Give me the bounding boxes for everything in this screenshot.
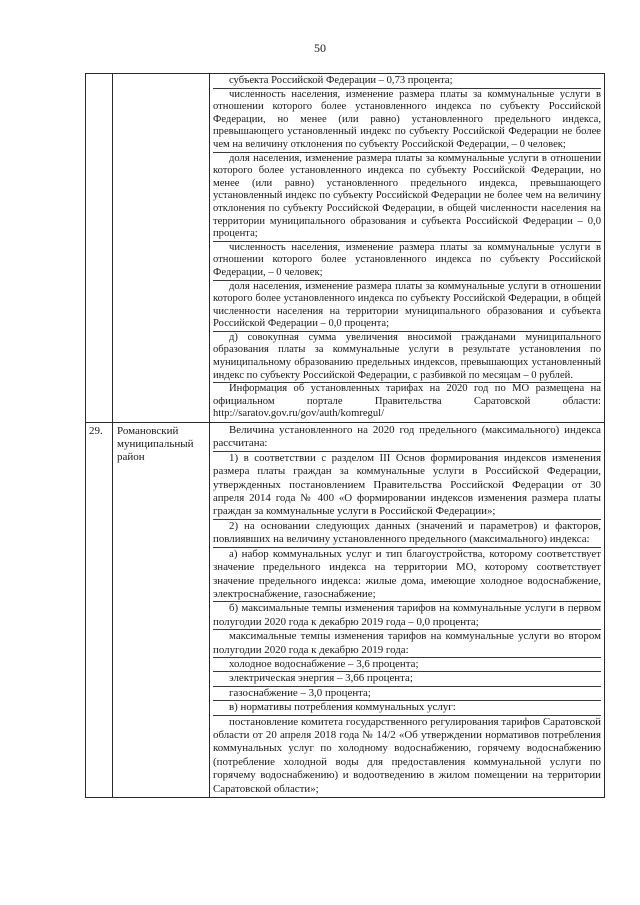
text-paragraph: газоснабжение – 3,0 процента;: [213, 687, 601, 701]
row-text-cell: [210, 423, 605, 798]
text-paragraph: а) набор коммунальных услуг и тип благоустройства, которому соответствует значение предельного индекса на территории МО, которому соответствует значение предельного индекса: жилые дома, имеющие холодное водоснабжение, электроснабжение, газоснабжение;: [213, 548, 601, 603]
table-row: [86, 423, 605, 798]
row-number: 29.: [89, 425, 103, 438]
tariff-table: [85, 73, 605, 798]
text-paragraph: 1) в соответствии с разделом III Основ формирования индексов изменения размера платы граждан за коммунальные услуги в Российской Федерации, утвержденных постановлением Правительства Российской Федерации от 30 апреля 2014 года № 400 «О формировании индексов изменения размера платы граждан за коммунальные услуги в Российской Федерации»;: [213, 452, 601, 520]
text-paragraph: 2) на основании следующих данных (значений и параметров) и факторов, повлиявших на величину установленного предельного (максимального) индекса:: [213, 520, 601, 548]
municipality-name: Романовский муниципальный район: [117, 425, 194, 464]
page-number: 50: [314, 41, 326, 55]
text-paragraph: доля населения, изменение размера платы за коммунальные услуги в отношении которого более установленного индекса по субъекту Российской Федерации, в общей численности населения на территории муниципального образования и субъекта Российской Федерации – 0,0 процента;: [213, 281, 601, 332]
row-text-cell: [210, 74, 605, 423]
text-paragraph: электрическая энергия – 3,66 процента;: [213, 672, 601, 686]
text-paragraph: постановление комитета государственного регулирования тарифов Саратовской области от 20 апреля 2018 года № 14/2 «Об утверждении нормативов потребления коммунальных услуг по холодному водоснабжению, горячему водоснабжению (потребление холодной воды для предоставления коммунальной услуги по горячему водоснабжению) и водоотведению в жилом помещении на территории Саратовской области»;: [213, 715, 601, 795]
row-number-cell: [86, 74, 113, 423]
row-name-cell: [113, 74, 210, 423]
text-paragraph: доля населения, изменение размера платы за коммунальные услуги в отношении которого более установленного индекса по субъекту Российской Федерации, но менее (или равно) установленного предельного индекса, превышающего установленный индекс по субъекту Российской Федерации не более чем на величину отклонения по субъекту Российской Федерации, в общей численности населения на территории муниципального образования и субъекта Российской Федерации – 0,0 процента;: [213, 153, 601, 242]
text-paragraph: б) максимальные темпы изменения тарифов на коммунальные услуги в первом полугодии 2020 года к декабрю 2019 года – 0,0 процента;: [213, 602, 601, 630]
row-name-cell: [113, 423, 210, 798]
text-paragraph: максимальные темпы изменения тарифов на коммунальные услуги во втором полугодии 2020 года к декабрю 2019 года:: [213, 630, 601, 658]
text-paragraph: холодное водоснабжение – 3,6 процента;: [213, 658, 601, 672]
text-paragraph: численность населения, изменение размера платы за коммунальные услуги в отношении которого более установленного индекса по субъекту Российской Федерации, но менее (или равно) установленного предельного индекса, превышающего установленный индекс по субъекту Российской Федерации не более чем на величину отклонения по субъекту Российской Федерации, – 0 человек;: [213, 89, 601, 153]
text-paragraph: Величина установленного на 2020 год предельного (максимального) индекса рассчитана:: [213, 424, 601, 452]
municipality-name: [113, 74, 209, 78]
text-paragraph: субъекта Российской Федерации – 0,73 процента;: [213, 75, 601, 89]
text-paragraph: численность населения, изменение размера платы за коммунальные услуги в отношении которого более установленного индекса по субъекту Российской Федерации, – 0 человек;: [213, 242, 601, 281]
row-number: [86, 74, 112, 78]
row-number-cell: [86, 423, 113, 798]
text-paragraph: в) нормативы потребления коммунальных услуг:: [213, 701, 601, 715]
text-paragraph: Информация об установленных тарифах на 2020 год по МО размещена на официальном портале Правительства Саратовской области: http://saratov.gov.ru/gov/auth/komregul/: [213, 383, 601, 420]
text-paragraph: д) совокупная сумма увеличения вносимой гражданами муниципального образования платы за коммунальные услуги в результате установления по муниципальному образованию предельных индексов, превышающих установленный индекс по субъекту Российской Федерации, с разбивкой по месяцам – 0 рублей.: [213, 332, 601, 383]
table-row: [86, 74, 605, 423]
